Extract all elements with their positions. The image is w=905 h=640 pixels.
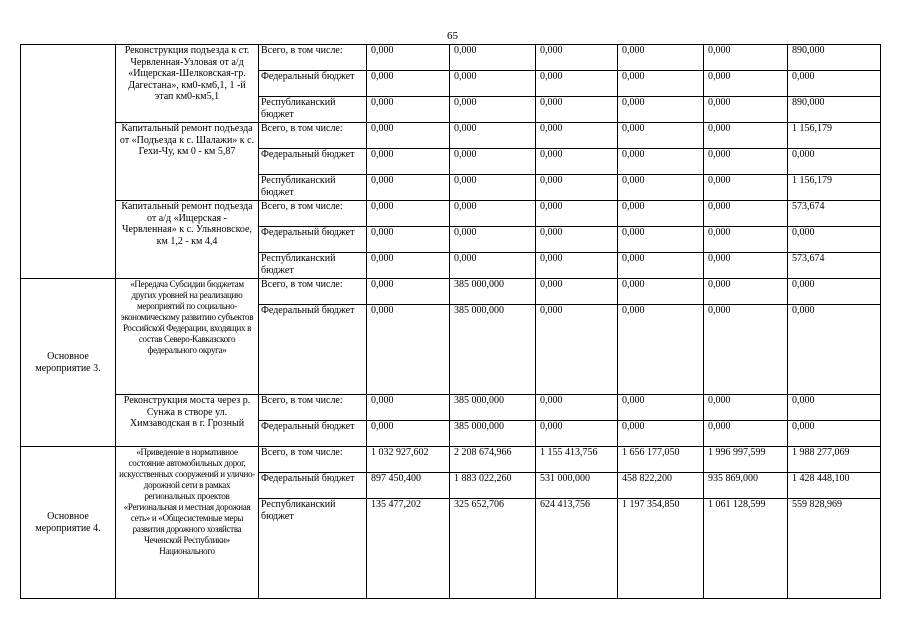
amount-cell: 0,000 [450,201,536,227]
amount-cell: 135 477,202 [367,499,450,599]
amount-cell: 0,000 [536,305,618,395]
section-label [21,45,116,279]
amount-cell: 0,000 [788,421,881,447]
funding-source: Республиканский бюджет [259,499,367,599]
amount-cell: 531 000,000 [536,473,618,499]
amount-cell: 0,000 [367,97,450,123]
amount-cell: 0,000 [536,201,618,227]
amount-cell: 0,000 [536,71,618,97]
funding-source: Всего, в том числе: [259,123,367,149]
amount-cell: 0,000 [618,305,704,395]
amount-cell: 0,000 [704,123,788,149]
table-row [21,395,881,421]
amount-cell: 0,000 [450,71,536,97]
amount-cell: 0,000 [704,201,788,227]
amount-cell: 385 000,000 [450,279,536,305]
activity-name: Капитальный ремонт подъезда от а/д «Ищерская - Червленная» к с. Ульяновское, км 1,2 - км 4,4 [116,201,259,279]
amount-cell: 0,000 [367,421,450,447]
table-row [21,123,881,149]
funding-source: Всего, в том числе: [259,279,367,305]
amount-cell: 1 428 448,100 [788,473,881,499]
amount-cell: 0,000 [618,175,704,201]
amount-cell: 0,000 [367,201,450,227]
amount-cell: 0,000 [536,45,618,71]
amount-cell: 1 156,179 [788,175,881,201]
amount-cell: 0,000 [536,97,618,123]
amount-cell: 0,000 [704,149,788,175]
amount-cell: 0,000 [618,123,704,149]
amount-cell: 0,000 [367,45,450,71]
table-row [21,279,881,305]
funding-source: Республиканский бюджет [259,253,367,279]
amount-cell: 0,000 [788,227,881,253]
amount-cell: 0,000 [618,253,704,279]
amount-cell: 325 652,706 [450,499,536,599]
amount-cell: 0,000 [367,149,450,175]
amount-cell: 0,000 [704,97,788,123]
amount-cell: 2 208 674,966 [450,447,536,473]
amount-cell: 573,674 [788,201,881,227]
amount-cell: 0,000 [367,175,450,201]
table-body [21,45,881,599]
amount-cell: 1 656 177,050 [618,447,704,473]
funding-source: Всего, в том числе: [259,447,367,473]
amount-cell: 0,000 [536,421,618,447]
amount-cell: 0,000 [450,45,536,71]
funding-source: Республиканский бюджет [259,97,367,123]
amount-cell: 0,000 [788,395,881,421]
amount-cell: 0,000 [367,395,450,421]
amount-cell: 0,000 [536,395,618,421]
amount-cell: 0,000 [704,421,788,447]
amount-cell: 0,000 [618,227,704,253]
amount-cell: 0,000 [704,395,788,421]
amount-cell: 1 032 927,602 [367,447,450,473]
amount-cell: 0,000 [450,227,536,253]
funding-source: Всего, в том числе: [259,201,367,227]
amount-cell: 0,000 [367,253,450,279]
amount-cell: 0,000 [788,149,881,175]
amount-cell: 624 413,756 [536,499,618,599]
amount-cell: 0,000 [536,253,618,279]
amount-cell: 385 000,000 [450,395,536,421]
amount-cell: 0,000 [704,71,788,97]
amount-cell: 0,000 [536,123,618,149]
amount-cell: 1 988 277,069 [788,447,881,473]
amount-cell: 0,000 [367,123,450,149]
amount-cell: 385 000,000 [450,305,536,395]
funding-source: Республиканский бюджет [259,175,367,201]
amount-cell: 0,000 [450,253,536,279]
amount-cell: 0,000 [450,175,536,201]
amount-cell: 890,000 [788,97,881,123]
funding-source: Федеральный бюджет [259,149,367,175]
activity-name: Реконструкция подъезда к ст. Червленная-Узловая от а/д «Ищерская-Шелковская-гр. Дагестана», км0-км6,1, 1 -й этап км0-км5,1 [116,45,259,123]
amount-cell: 0,000 [536,279,618,305]
activity-name: «Передача Субсидии бюджетам других уровней на реализацию мероприятий по социально-экономическому развитию субъектов Российской Федерации, входящих в состав Северо-Кавказского федерального округа» [116,279,259,395]
activity-name: Капитальный ремонт подъезда от «Подъезда к с. Шалажи» к с. Гехи-Чу, км 0 - км 5,87 [116,123,259,201]
amount-cell: 0,000 [618,201,704,227]
amount-cell: 0,000 [704,305,788,395]
amount-cell: 0,000 [704,227,788,253]
activity-name: «Приведение в нормативное состояние автомобильных дорог, искусственных сооружений и улично-дорожной сети в рамках региональных проектов «Региональная и местная дорожная сеть» и «Общесистемные меры развития дорожного хозяйства Чеченской Республики» Национального [116,447,259,599]
funding-source: Федеральный бюджет [259,305,367,395]
table-row [21,45,881,71]
funding-source: Федеральный бюджет [259,421,367,447]
amount-cell: 573,674 [788,253,881,279]
amount-cell: 0,000 [536,227,618,253]
amount-cell: 559 828,969 [788,499,881,599]
amount-cell: 0,000 [788,71,881,97]
amount-cell: 935 869,000 [704,473,788,499]
amount-cell: 1 156,179 [788,123,881,149]
amount-cell: 897 450,400 [367,473,450,499]
amount-cell: 0,000 [367,71,450,97]
amount-cell: 0,000 [618,395,704,421]
amount-cell: 0,000 [618,149,704,175]
amount-cell: 385 000,000 [450,421,536,447]
table-row [21,201,881,227]
activity-name: Реконструкция моста через р. Сунжа в створе ул. Химзаводская в г. Грозный [116,395,259,447]
funding-source: Федеральный бюджет [259,71,367,97]
amount-cell: 0,000 [367,227,450,253]
amount-cell: 0,000 [704,253,788,279]
table-row [21,447,881,473]
amount-cell: 0,000 [618,45,704,71]
amount-cell: 0,000 [450,149,536,175]
amount-cell: 0,000 [704,175,788,201]
amount-cell: 1 155 413,756 [536,447,618,473]
amount-cell: 0,000 [618,97,704,123]
amount-cell: 0,000 [704,279,788,305]
amount-cell: 0,000 [536,175,618,201]
amount-cell: 1 996 997,599 [704,447,788,473]
amount-cell: 0,000 [788,305,881,395]
amount-cell: 0,000 [618,279,704,305]
section-label: Основное мероприятие 3. [21,279,116,447]
funding-source: Федеральный бюджет [259,227,367,253]
amount-cell: 0,000 [618,71,704,97]
amount-cell: 0,000 [704,45,788,71]
amount-cell: 0,000 [450,97,536,123]
amount-cell: 0,000 [367,305,450,395]
amount-cell: 0,000 [450,123,536,149]
funding-source: Федеральный бюджет [259,473,367,499]
amount-cell: 890,000 [788,45,881,71]
amount-cell: 1 197 354,850 [618,499,704,599]
amount-cell: 1 061 128,599 [704,499,788,599]
budget-table [20,44,881,599]
amount-cell: 0,000 [788,279,881,305]
funding-source: Всего, в том числе: [259,395,367,421]
amount-cell: 0,000 [536,149,618,175]
amount-cell: 0,000 [367,279,450,305]
amount-cell: 0,000 [618,421,704,447]
amount-cell: 1 883 022,260 [450,473,536,499]
amount-cell: 458 822,200 [618,473,704,499]
funding-source: Всего, в том числе: [259,45,367,71]
section-label: Основное мероприятие 4. [21,447,116,599]
page-number: 65 [447,30,458,42]
